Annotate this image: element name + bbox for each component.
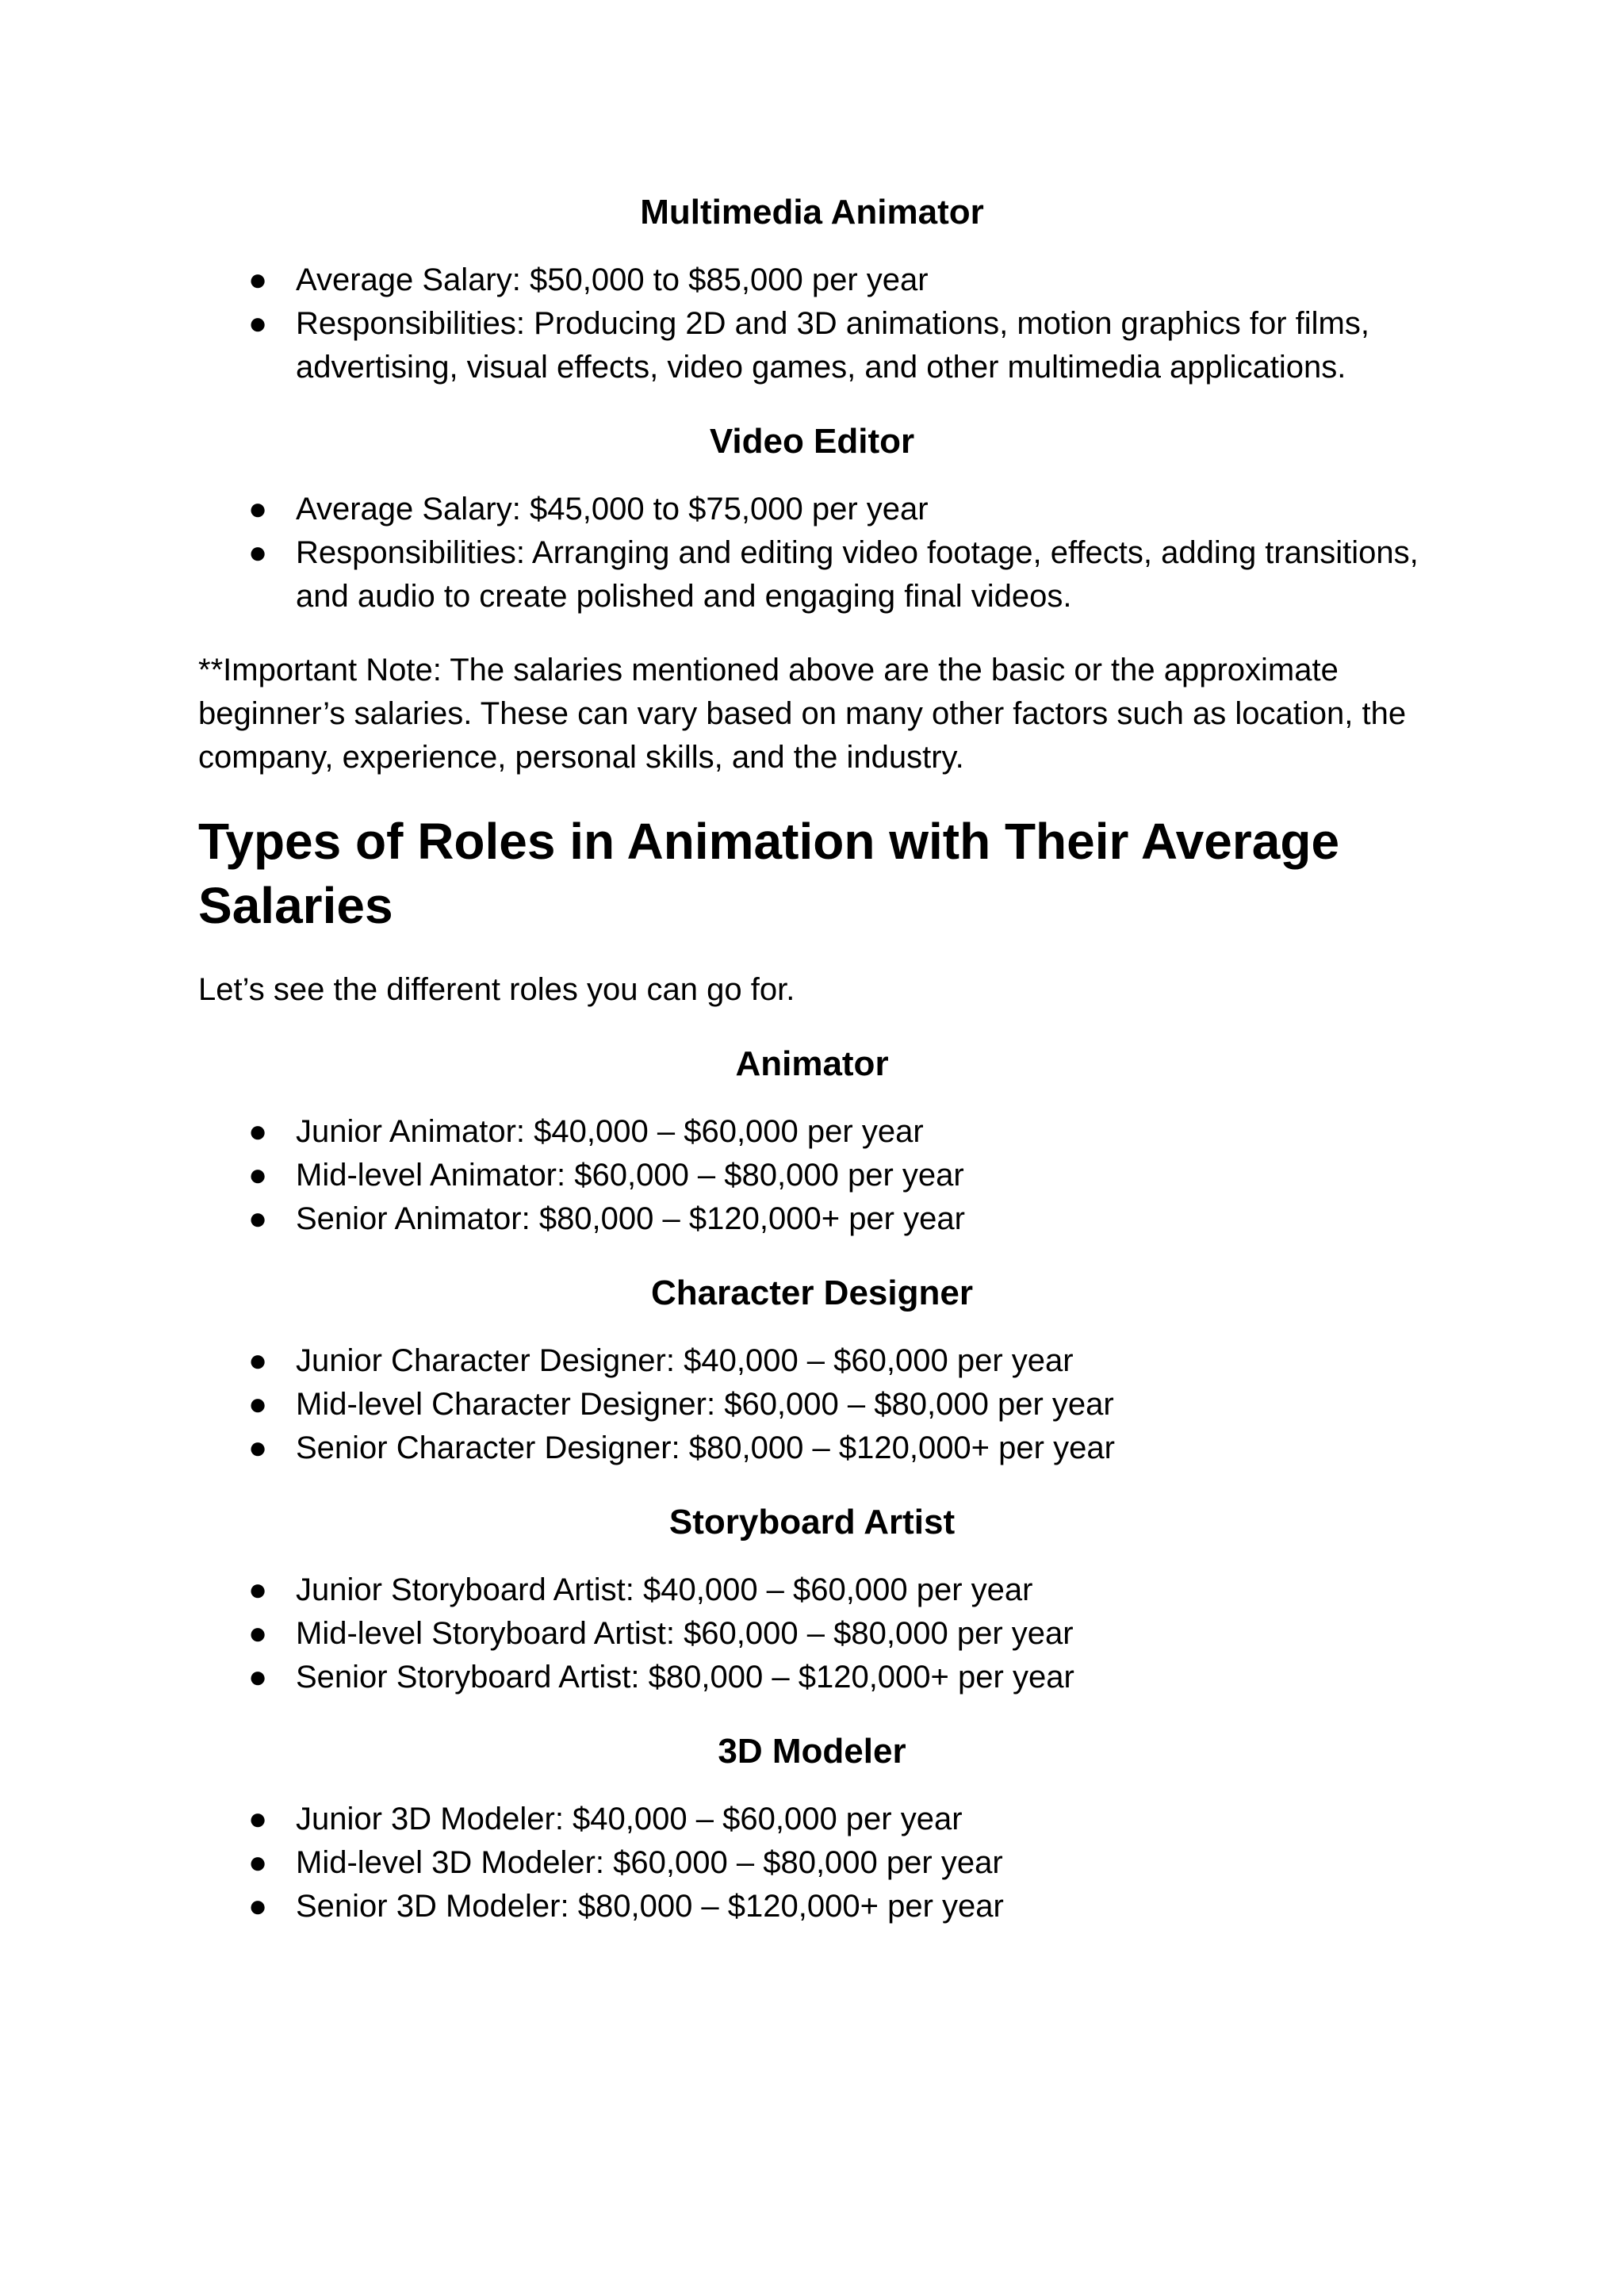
list-item: [198, 531, 1426, 618]
bullet-icon: ●: [248, 1201, 268, 1236]
section-title: 3D Modeler: [718, 1732, 906, 1771]
list-item-text: Mid-level Animator: $60,000 – $80,000 per year: [296, 1158, 964, 1193]
important-note: **Important Note: The salaries mentioned above are the basic or the approximate beginner’s salaries. These can vary based on many other factors such as location, the company, experience, personal skills, and the industry.: [198, 653, 1407, 775]
list-item: [198, 1798, 1426, 1841]
document-content: [198, 190, 1426, 1959]
list-item-text: Average Salary: $50,000 to $85,000 per year: [296, 262, 929, 297]
list-item: [198, 1568, 1426, 1612]
list-item: [198, 1383, 1426, 1427]
list-item-text: Senior Character Designer: $80,000 – $120,000+ per year: [296, 1430, 1115, 1465]
list-item-text: Mid-level 3D Modeler: $60,000 – $80,000 per year: [296, 1845, 1003, 1880]
list-item-text: Junior Storyboard Artist: $40,000 – $60,000 per year: [296, 1572, 1033, 1607]
bullet-icon: ●: [248, 1430, 268, 1465]
list-item: [198, 1885, 1426, 1928]
list-item: [198, 1154, 1426, 1197]
bullet-list: [198, 1798, 1426, 1928]
list-item-text: Junior Character Designer: $40,000 – $60,000 per year: [296, 1343, 1074, 1378]
list-item: [198, 1841, 1426, 1885]
bullet-list: [198, 1110, 1426, 1241]
bullet-icon: ●: [248, 1387, 268, 1422]
list-item: [198, 1656, 1426, 1699]
list-item: [198, 1427, 1426, 1470]
list-item: [198, 1339, 1426, 1383]
main-heading: Types of Roles in Animation with Their Average Salaries: [198, 813, 1340, 934]
section-multimedia-animator: [198, 190, 1426, 389]
bullet-icon: ●: [248, 1158, 268, 1193]
bullet-icon: ●: [248, 1572, 268, 1607]
list-item: [198, 1110, 1426, 1154]
section-3d-modeler: [198, 1729, 1426, 1928]
section-animator: [198, 1042, 1426, 1241]
bullet-icon: ●: [248, 1660, 268, 1695]
bullet-icon: ●: [248, 1802, 268, 1836]
bullet-icon: ●: [248, 306, 268, 341]
section-character-designer: [198, 1271, 1426, 1470]
bullet-list: [198, 488, 1426, 618]
list-item-text: Average Salary: $45,000 to $75,000 per year: [296, 492, 929, 527]
list-item-text: Responsibilities: Arranging and editing video footage, effects, adding transitions, and audio to create polished and engaging final videos.: [296, 535, 1419, 614]
list-item: [198, 1197, 1426, 1241]
list-item-text: Senior Storyboard Artist: $80,000 – $120,000+ per year: [296, 1660, 1074, 1695]
bullet-icon: ●: [248, 262, 268, 297]
list-item-text: Responsibilities: Producing 2D and 3D animations, motion graphics for films, advertising, visual effects, video games, and other multimedia applications.: [296, 306, 1369, 385]
list-item-text: Junior 3D Modeler: $40,000 – $60,000 per year: [296, 1802, 963, 1836]
intro-paragraph: Let’s see the different roles you can go for.: [198, 972, 795, 1007]
section-title: Character Designer: [651, 1273, 973, 1312]
bullet-icon: ●: [248, 1343, 268, 1378]
section-video-editor: [198, 419, 1426, 618]
section-title: Video Editor: [709, 422, 915, 461]
bullet-list: [198, 1568, 1426, 1699]
list-item-text: Mid-level Character Designer: $60,000 – $80,000 per year: [296, 1387, 1114, 1422]
bullet-icon: ●: [248, 1845, 268, 1880]
list-item-text: Junior Animator: $40,000 – $60,000 per year: [296, 1114, 924, 1149]
bullet-icon: ●: [248, 1114, 268, 1149]
section-title: Multimedia Animator: [640, 193, 984, 232]
list-item: [198, 1612, 1426, 1656]
list-item: [198, 488, 1426, 531]
bullet-icon: ●: [248, 1889, 268, 1924]
section-title: Animator: [735, 1044, 889, 1083]
list-item-text: Senior Animator: $80,000 – $120,000+ per year: [296, 1201, 965, 1236]
bullet-icon: ●: [248, 1616, 268, 1651]
section-title: Storyboard Artist: [668, 1503, 956, 1541]
bullet-icon: ●: [248, 492, 268, 527]
bullet-list: [198, 259, 1426, 389]
bullet-list: [198, 1339, 1426, 1470]
list-item: [198, 259, 1426, 302]
list-item-text: Senior 3D Modeler: $80,000 – $120,000+ per year: [296, 1889, 1004, 1924]
list-item-text: Mid-level Storyboard Artist: $60,000 – $80,000 per year: [296, 1616, 1074, 1651]
section-storyboard-artist: [198, 1500, 1426, 1699]
bullet-icon: ●: [248, 535, 268, 570]
list-item: [198, 302, 1426, 389]
